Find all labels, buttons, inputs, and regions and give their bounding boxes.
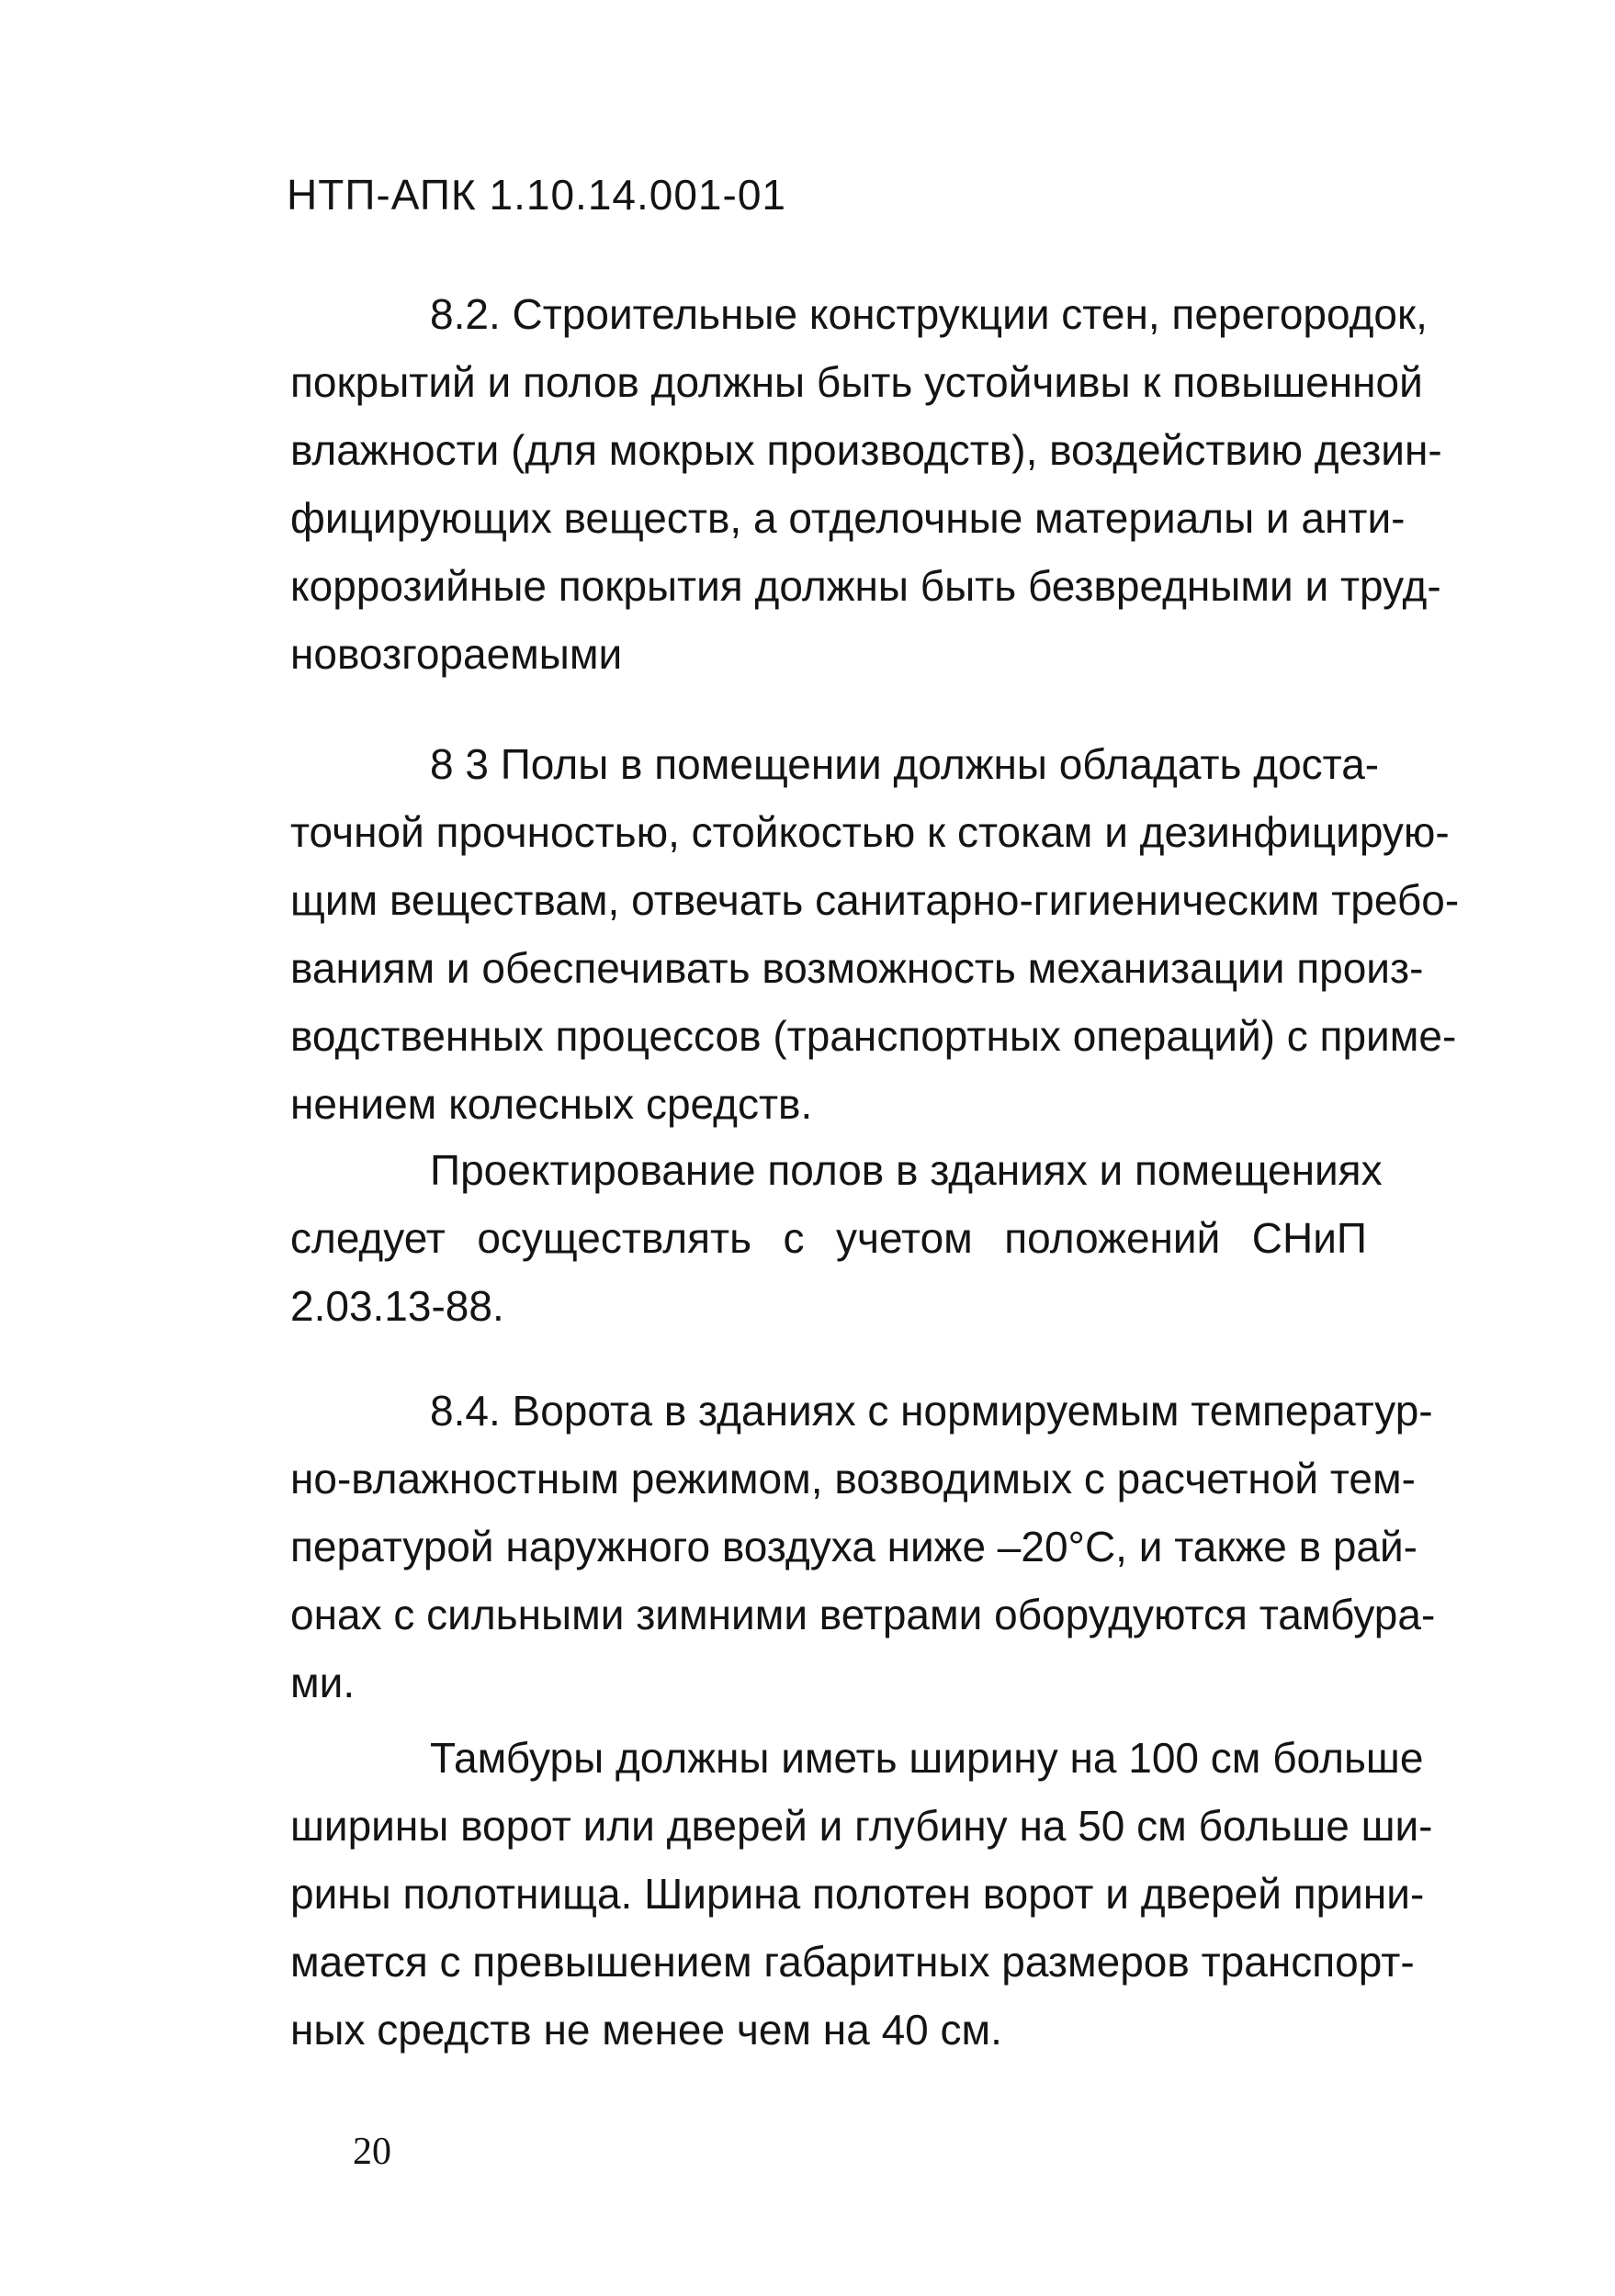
text-line: 2.03.13-88. (290, 1282, 504, 1330)
paragraph-8-4 (290, 1377, 1436, 1716)
text-line: новозгораемыми (290, 630, 623, 678)
text-line: Тамбуры должны иметь ширину на 100 см больше (430, 1734, 1424, 1782)
text-line: водственных процессов (транспортных операций) с приме- (290, 1012, 1457, 1060)
text-line: нением колесных средств. (290, 1080, 813, 1128)
text-line: точной прочностью, стойкостью к стокам и дезинфицирую- (290, 808, 1450, 856)
text-line: ваниям и обеспечивать возможность механизации произ- (290, 944, 1424, 992)
paragraph-8-2 (290, 280, 1442, 688)
paragraph-8-4-continued (290, 1724, 1433, 2064)
text-line: пературой наружного воздуха ниже –20°С, и также в рай- (290, 1523, 1417, 1570)
text-line: 8.2. Строительные конструкции стен, перегородок, (430, 290, 1428, 338)
text-line: мается с превышением габаритных размеров транспорт- (290, 1938, 1415, 1986)
text-line: покрытий и полов должны быть устойчивы к повышенной (290, 358, 1423, 406)
text-line: ширины ворот или дверей и глубину на 50 см больше ши- (290, 1802, 1433, 1850)
text-line: Проектирование полов в зданиях и помещениях (430, 1146, 1383, 1194)
text-line: онах с сильными зимними ветрами оборудуются тамбура- (290, 1591, 1436, 1638)
text-line: щим веществам, отвечать санитарно-гигиеническим требо- (290, 876, 1460, 924)
paragraph-8-3-continued (290, 1136, 1383, 1340)
text-line: влажности (для мокрых производств), воздействию дезин- (290, 426, 1442, 474)
text-line: но-влажностным режимом, возводимых с расчетной тем- (290, 1455, 1416, 1503)
text-line: фицирующих веществ, а отделочные материалы и анти- (290, 494, 1406, 542)
text-line: рины полотнища. Ширина полотен ворот и дверей прини- (290, 1870, 1425, 1918)
page-number: 20 (353, 2131, 391, 2173)
document-body (290, 280, 1460, 2064)
paragraph-8-3 (290, 730, 1460, 1138)
text-line: ми. (290, 1659, 356, 1706)
text-line: 8.4. Ворота в зданиях с нормируемым температур- (430, 1387, 1433, 1435)
text-line: следует осуществлять с учетом положений СНиП (290, 1214, 1367, 1262)
text-line: ных средств не менее чем на 40 см. (290, 2006, 1002, 2054)
document-code-header: НТП-АПК 1.10.14.001-01 (287, 171, 786, 219)
text-line: 8 3 Полы в помещении должны обладать доста- (430, 740, 1380, 788)
text-line: коррозийные покрытия должны быть безвредными и труд- (290, 562, 1441, 610)
